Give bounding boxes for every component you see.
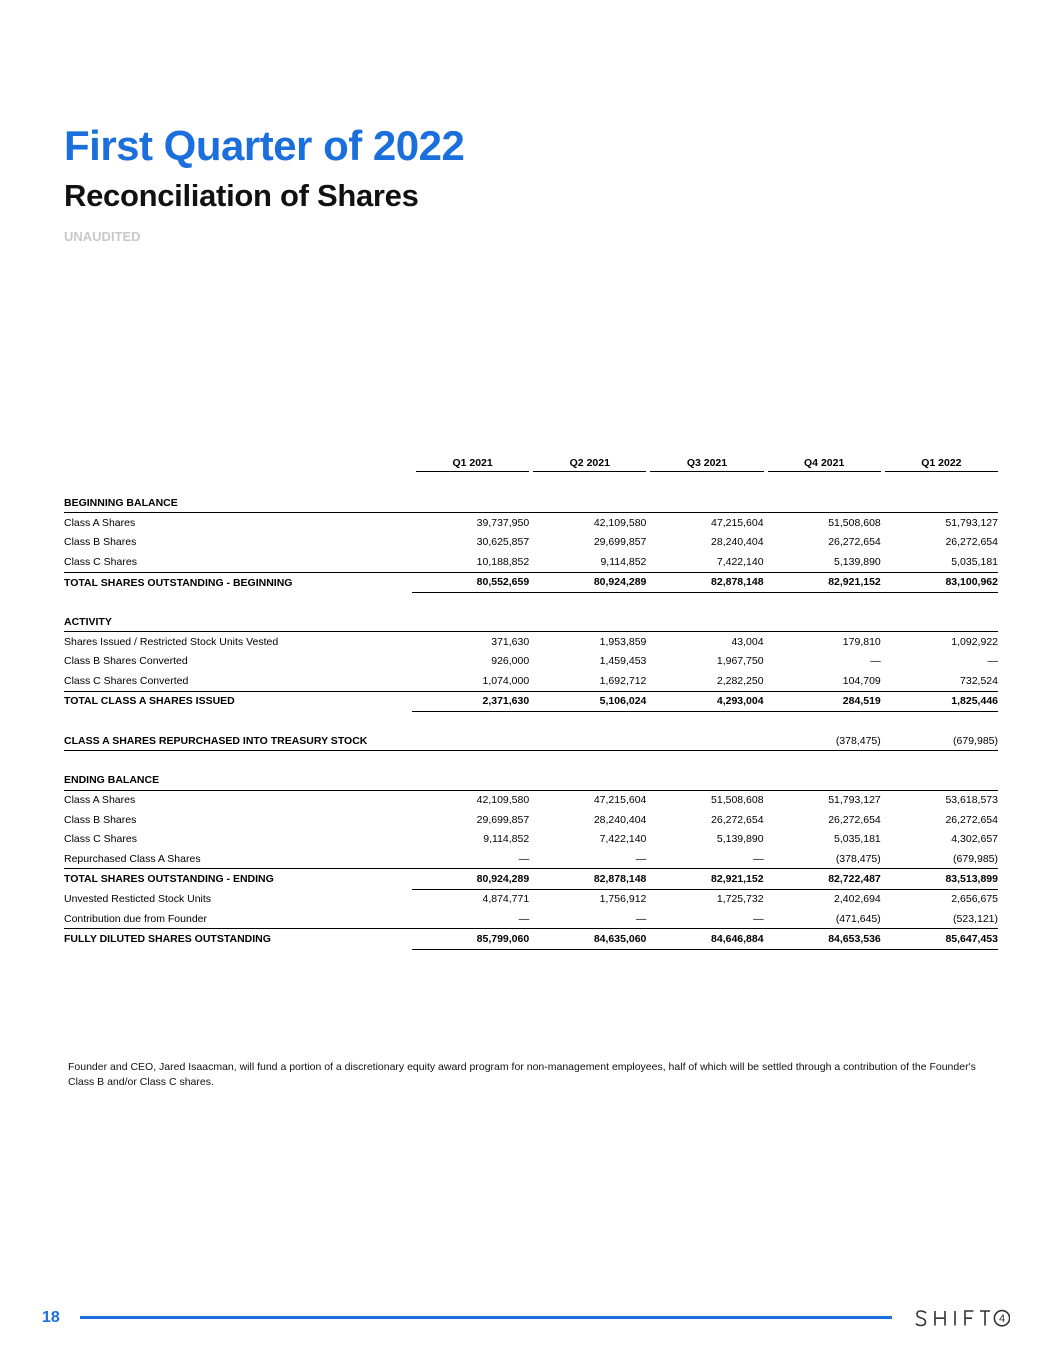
table-row: Class B Shares 30,625,857 29,699,857 28,240,404 26,272,654 26,272,654 (64, 536, 998, 549)
page-number: 18 (42, 1309, 60, 1326)
total-row-diluted: FULLY DILUTED SHARES OUTSTANDING 85,799,060 84,635,060 84,646,884 84,653,536 85,647,453 (64, 929, 998, 949)
column-header: Q2 2021 (529, 454, 646, 474)
table-row: Class A Shares 42,109,580 47,215,604 51,508,608 51,793,127 53,618,573 (64, 794, 998, 807)
table-row: Class C Shares 10,188,852 9,114,852 7,422,140 5,139,890 5,035,181 (64, 555, 998, 568)
column-header: Q1 2022 (881, 454, 998, 474)
column-header: Q4 2021 (764, 454, 881, 474)
footnote: Founder and CEO, Jared Isaacman, will fund a portion of a discretionary equity award program for non-management employees, half of which will be settled through a contribution of the Founder's Class B and/or Class C shares. (68, 1061, 976, 1088)
page-title: First Quarter of 2022 (64, 122, 465, 169)
total-row-issued: TOTAL CLASS A SHARES ISSUED 2,371,630 5,106,024 4,293,004 284,519 1,825,446 (64, 691, 998, 711)
table-row: Contribution due from Founder — — — (471,645) (523,121) (64, 912, 998, 925)
section-heading-ending: ENDING BALANCE (64, 770, 998, 790)
unaudited-label: UNAUDITED (64, 229, 141, 244)
logo-mark: 4 (998, 1313, 1006, 1325)
column-header: Q1 2021 (412, 454, 529, 474)
table-row: Class C Shares Converted 1,074,000 1,692,712 2,282,250 104,709 732,524 (64, 674, 998, 687)
shift4-logo (914, 1306, 1010, 1330)
header-spacer (64, 454, 412, 474)
total-row-beginning: TOTAL SHARES OUTSTANDING - BEGINNING 80,552,659 80,924,289 82,878,148 82,921,152 83,100,962 (64, 572, 998, 592)
table-row: Class B Shares Converted 926,000 1,459,453 1,967,750 — — (64, 655, 998, 668)
page-footer (0, 1300, 1055, 1336)
table-row: Class A Shares 39,737,950 42,109,580 47,215,604 51,508,608 51,793,127 (64, 517, 998, 530)
section-heading-beginning: BEGINNING BALANCE (64, 493, 998, 513)
table-row: Unvested Resticted Stock Units 4,874,771 1,756,912 1,725,732 2,402,694 2,656,675 (64, 893, 998, 906)
table-row: Class C Shares 9,114,852 7,422,140 5,139,890 5,035,181 4,302,657 (64, 833, 998, 846)
table-row: Shares Issued / Restricted Stock Units Vested 371,630 1,953,859 43,004 179,810 1,092,922 (64, 636, 998, 649)
treasury-row: CLASS A SHARES REPURCHASED INTO TREASURY STOCK (378,475) (679,985) (64, 731, 998, 751)
reconciliation-table (64, 454, 998, 950)
page-subtitle: Reconciliation of Shares (64, 178, 419, 213)
column-header: Q3 2021 (646, 454, 763, 474)
table-header-row (64, 454, 998, 474)
table-row: Repurchased Class A Shares — — — (378,475) (679,985) (64, 849, 998, 869)
total-row-ending: TOTAL SHARES OUTSTANDING - ENDING 80,924,289 82,878,148 82,921,152 82,722,487 83,513,899 (64, 869, 998, 889)
table-row: Class B Shares 29,699,857 28,240,404 26,272,654 26,272,654 26,272,654 (64, 813, 998, 826)
footer-divider (80, 1316, 892, 1319)
section-heading-activity: ACTIVITY (64, 612, 998, 632)
